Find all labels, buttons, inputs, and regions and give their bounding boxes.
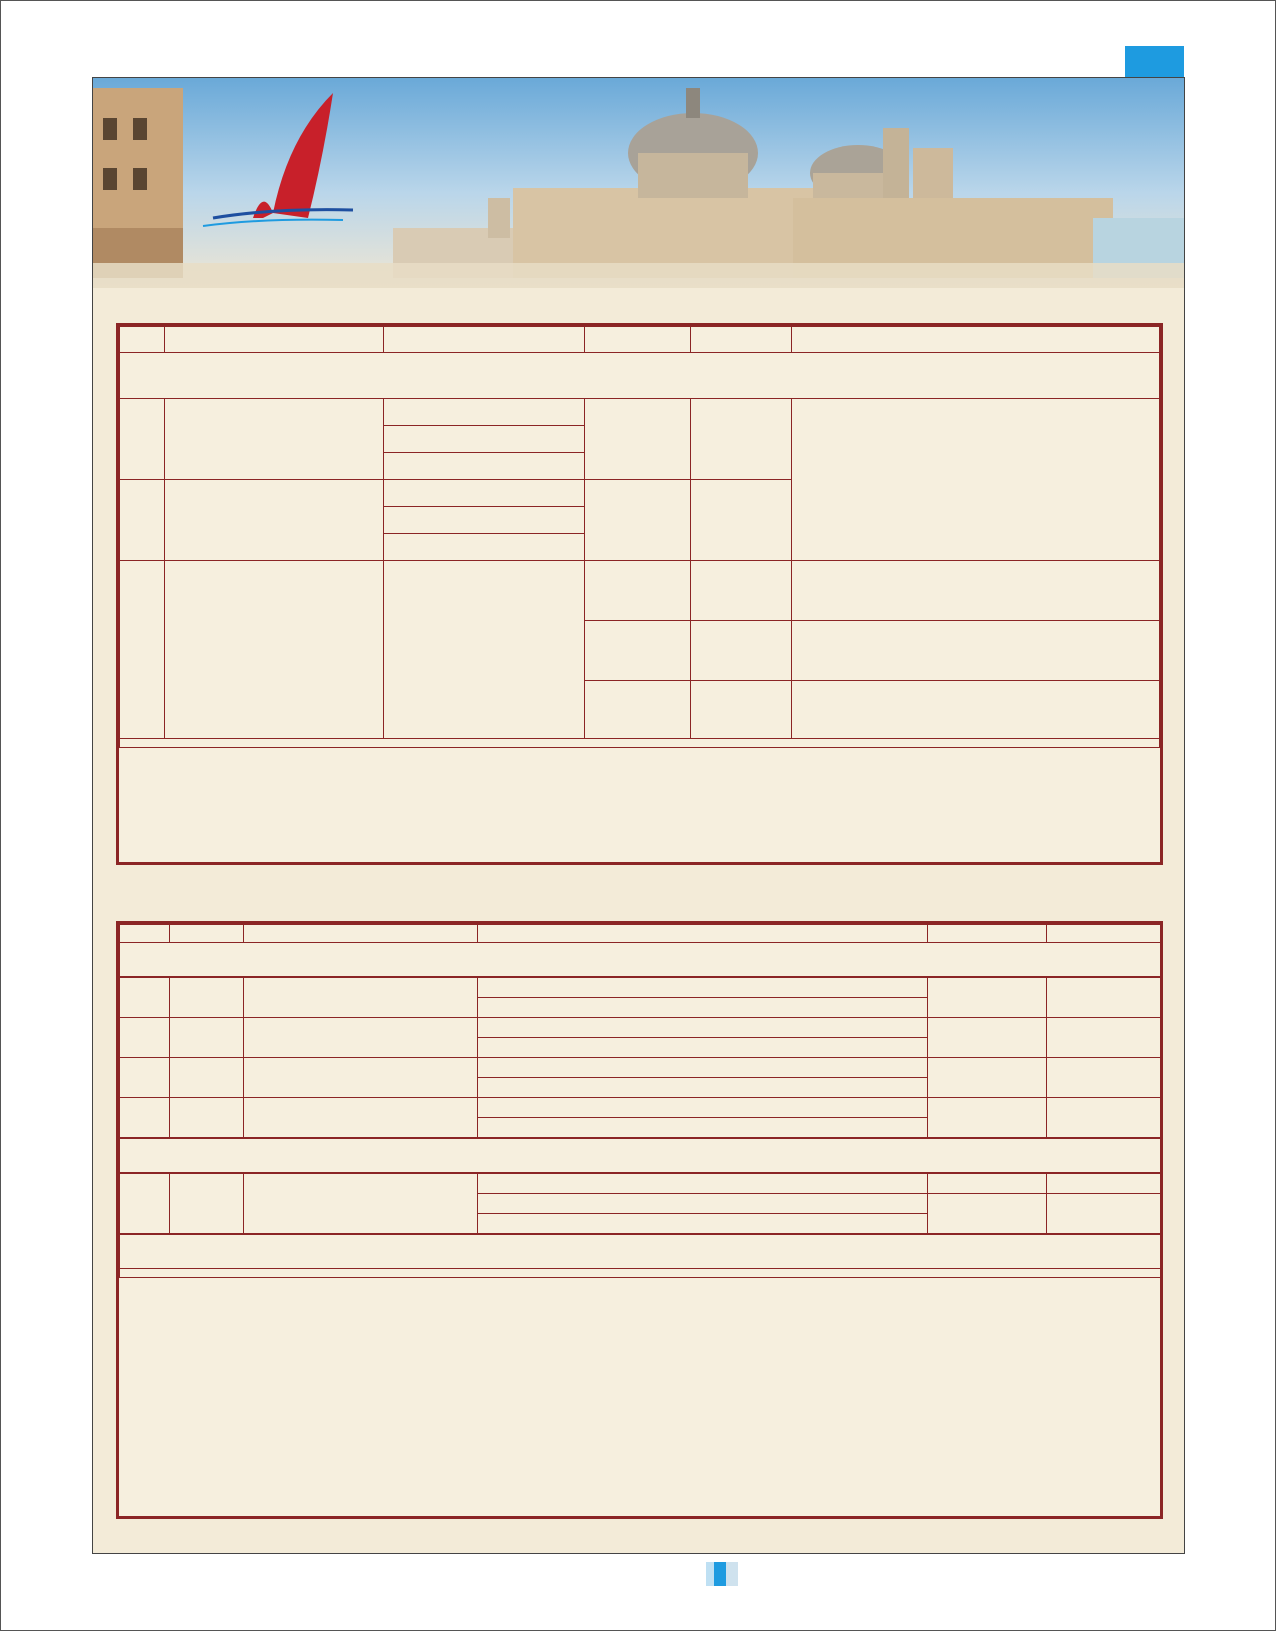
package-c: [791, 681, 1160, 739]
footer-bar: [706, 1562, 770, 1586]
retail-price: [1047, 1194, 1161, 1234]
date-cell: [478, 1078, 928, 1098]
date-cell: [383, 453, 584, 480]
peer-price: [584, 621, 690, 681]
peer-price: [928, 1194, 1047, 1234]
date-cell: [478, 1098, 928, 1118]
row-no: [120, 480, 165, 561]
date-cell: [478, 1018, 928, 1038]
route-name: [244, 1174, 478, 1234]
retail-price: [1047, 1058, 1161, 1098]
srilanka-remark: [120, 739, 1160, 748]
website-link[interactable]: [706, 1562, 714, 1586]
table-row: [120, 1174, 1161, 1194]
venice-skyline-image: [93, 78, 1185, 288]
reference-flights: [120, 1235, 1161, 1269]
row-no: [120, 1058, 170, 1098]
retail-price: [690, 681, 791, 739]
edition-label: [714, 1562, 726, 1586]
date-cell: [383, 480, 584, 507]
package-item: [797, 660, 845, 675]
package-a: [791, 561, 1160, 621]
route-name: [164, 561, 383, 739]
advertisement-sheet: [92, 77, 1185, 1554]
date-list: [383, 561, 584, 739]
col-dates: [478, 925, 928, 943]
col-peer-price: [584, 327, 690, 353]
route-name: [244, 1098, 478, 1138]
retail-price: [1047, 1018, 1161, 1058]
date-cell: [478, 1118, 928, 1138]
retail-price: [1047, 978, 1161, 1018]
peer-price: [584, 681, 690, 739]
nepal-header-row: [120, 925, 1161, 943]
srilanka-header-row: [120, 327, 1160, 353]
ad-badge: [1125, 46, 1184, 77]
table-row: [120, 1058, 1161, 1078]
row-no: [120, 561, 165, 739]
peer-price: [584, 561, 690, 621]
col-dates: [383, 327, 584, 353]
col-retail-price: [1047, 925, 1161, 943]
peer-price: [928, 1174, 1047, 1194]
peer-price: [584, 399, 690, 480]
route-name: [244, 1018, 478, 1058]
peer-price: [928, 978, 1047, 1018]
date-cell: [478, 1174, 928, 1194]
retail-price: [690, 561, 791, 621]
retail-price: [690, 480, 791, 561]
nepal-ca-routes: [119, 1173, 1161, 1234]
airline-code: [170, 1098, 244, 1138]
date-cell: [478, 1058, 928, 1078]
date-cell: [478, 1038, 928, 1058]
route-name: [164, 399, 383, 480]
nepal-remark: [120, 1269, 1161, 1278]
col-route: [244, 925, 478, 943]
nepal-tv-routes: [119, 977, 1161, 1138]
package-item: [797, 643, 845, 658]
date-cell: [478, 1214, 928, 1234]
table-row: [120, 978, 1161, 998]
col-child-price: [791, 327, 1160, 353]
route-name: [164, 480, 383, 561]
route-name: [244, 978, 478, 1018]
package-item: [797, 600, 845, 615]
airline-code: [170, 1058, 244, 1098]
col-route: [164, 327, 383, 353]
peer-price: [584, 480, 690, 561]
nepal-footer-notes: [119, 1234, 1161, 1278]
col-peer-price: [928, 925, 1047, 943]
row-no: [120, 1098, 170, 1138]
date-cell: [478, 978, 928, 998]
airline-code: [170, 978, 244, 1018]
nepal-table: [119, 924, 1161, 977]
nepal-ca-header: [119, 1138, 1161, 1173]
venice-banner: [93, 78, 1185, 288]
date-cell: [478, 998, 928, 1018]
srilanka-table: [119, 326, 1160, 748]
col-retail-price: [690, 327, 791, 353]
date-cell: [383, 399, 584, 426]
color-edition-label: [726, 1562, 738, 1586]
package-b: [791, 621, 1160, 681]
table-row: [120, 399, 1160, 426]
peer-price: [928, 1058, 1047, 1098]
date-cell: [478, 1194, 928, 1214]
china-air-info: [120, 1139, 1161, 1173]
col-airline: [170, 925, 244, 943]
date-cell: [383, 507, 584, 534]
retail-price: [1047, 1098, 1161, 1138]
nepal-table-box: [116, 921, 1163, 1519]
package-item: [797, 583, 845, 598]
peer-price: [928, 1098, 1047, 1138]
route-name: [244, 1058, 478, 1098]
srilanka-flight-info: [120, 353, 1160, 399]
col-no: [120, 925, 170, 943]
date-cell: [383, 534, 584, 561]
row-no: [120, 1174, 170, 1234]
tibet-air-info: [120, 943, 1161, 977]
col-no: [120, 327, 165, 353]
child-policy: [791, 399, 1160, 561]
retail-price: [1047, 1174, 1161, 1194]
airline-code: [170, 1174, 244, 1234]
row-no: [120, 1018, 170, 1058]
table-row: [120, 561, 1160, 621]
srilanka-table-box: [116, 323, 1163, 865]
table-row: [120, 1018, 1161, 1038]
package-item: [797, 719, 845, 734]
package-item: [797, 702, 845, 717]
row-no: [120, 399, 165, 480]
peer-price: [928, 1018, 1047, 1058]
table-row: [120, 1098, 1161, 1118]
row-no: [120, 978, 170, 1018]
retail-price: [690, 399, 791, 480]
airline-code: [170, 1018, 244, 1058]
date-cell: [383, 426, 584, 453]
retail-price: [690, 621, 791, 681]
